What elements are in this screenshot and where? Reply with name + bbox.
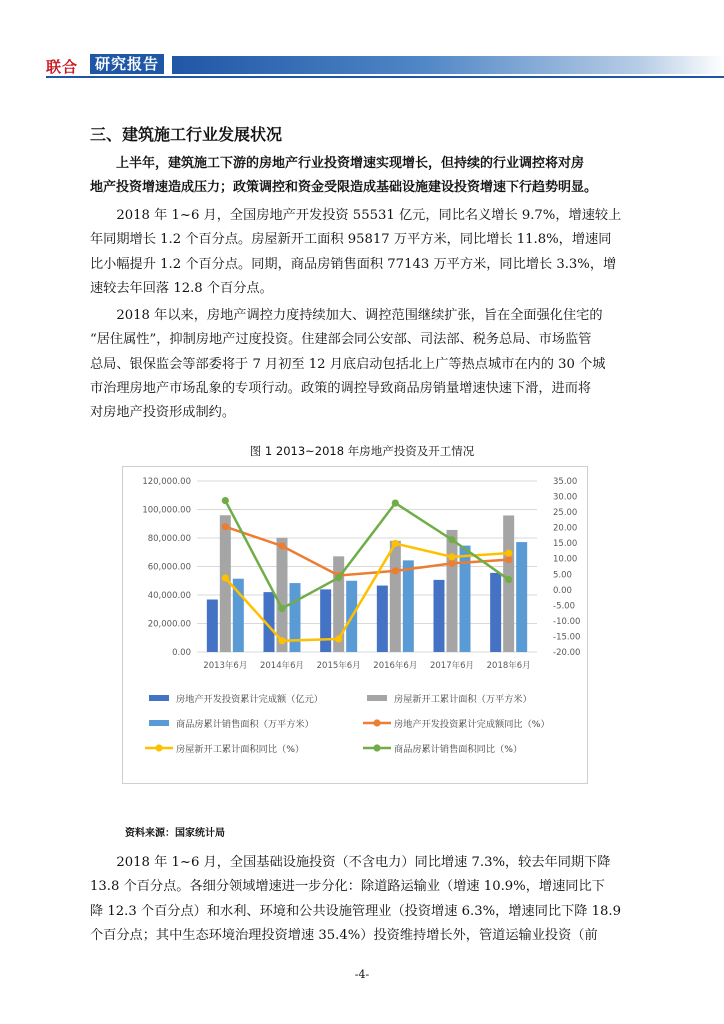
line-point-1 bbox=[222, 523, 229, 530]
right-tick-label: 20.00 bbox=[553, 523, 578, 534]
figure-caption: 图 1 2013~2018 年房地产投资及开工情况 bbox=[249, 444, 475, 458]
text-line: 地产投资增速造成压力；政策调控和资金受限造成基础设施建设投资增速下行趋势明显。 bbox=[90, 180, 598, 196]
intro-paragraph bbox=[90, 152, 640, 201]
line-point-3 bbox=[335, 574, 342, 581]
right-tick-label: 10.00 bbox=[553, 554, 578, 565]
text-line: 2018 年以来，房地产调控力度持续加大、调控范围继续扩张，旨在全面强化住宅的 bbox=[116, 308, 603, 323]
page-number: -4- bbox=[354, 968, 370, 981]
bar-3 bbox=[403, 560, 414, 652]
text-line: 速较去年回落 12.8 个百分点。 bbox=[90, 280, 273, 296]
paragraph-infrastructure bbox=[90, 851, 640, 948]
header-gradient-bar bbox=[172, 56, 724, 74]
section-title: 三、建筑施工行业发展状况 bbox=[90, 125, 283, 144]
right-tick-label: -10.00 bbox=[553, 616, 581, 627]
category-label: 2015年6月 bbox=[316, 661, 361, 671]
category-label: 2016年6月 bbox=[373, 661, 418, 671]
line-point-3 bbox=[278, 605, 285, 612]
legend-label: 商品房累计销售面积同比（%） bbox=[394, 744, 523, 755]
bar-2 bbox=[390, 541, 401, 652]
right-tick-label: 15.00 bbox=[553, 539, 578, 550]
left-tick-label: 120,000.00 bbox=[142, 477, 191, 487]
left-tick-label: 80,000.00 bbox=[147, 534, 191, 544]
text-line: “居住属性”，抑制房地产过度投资。住建部会同公安部、司法部、税务总局、市场监管 bbox=[90, 332, 592, 348]
line-point-3 bbox=[505, 576, 512, 583]
paragraph-real-estate-investment bbox=[90, 204, 640, 301]
line-point-1 bbox=[278, 542, 285, 549]
legend-swatch bbox=[149, 695, 169, 701]
text-line: 2018 年 1~6 月，全国房地产开发投资 55531 亿元，同比名义增长 9.7%，增速较上 bbox=[116, 208, 622, 223]
line-point-3 bbox=[392, 499, 399, 506]
legend-swatch bbox=[149, 720, 169, 726]
source-note: 资料来源：国家统计局 bbox=[125, 828, 225, 839]
left-tick-label: 0.00 bbox=[172, 648, 191, 658]
legend-label: 房屋新开工累计面积同比（%） bbox=[176, 744, 305, 755]
text-line: 个百分点；其中生态环境治理投资增速 35.4%）投资维持增长外，管道运输业投资（前 bbox=[90, 927, 598, 943]
line-point-2 bbox=[278, 637, 285, 644]
category-label: 2017年6月 bbox=[429, 661, 475, 671]
legend-marker bbox=[373, 744, 380, 751]
paragraph-policy-control bbox=[90, 304, 640, 425]
bar-2 bbox=[503, 515, 514, 652]
line-point-2 bbox=[222, 574, 229, 581]
bar-1 bbox=[434, 580, 445, 652]
right-tick-label: -20.00 bbox=[553, 648, 581, 658]
text-line: 13.8 个百分点。各细分领域增速进一步分化：除道路运输业（增速 10.9%，增速同比下 bbox=[90, 879, 605, 895]
left-tick-label: 60,000.00 bbox=[147, 562, 191, 573]
line-point-2 bbox=[335, 635, 342, 642]
bar-2 bbox=[447, 530, 458, 652]
legend-label: 商品房累计销售面积（万平方米） bbox=[176, 719, 314, 730]
right-tick-label: -15.00 bbox=[553, 632, 581, 643]
chart-container bbox=[122, 466, 588, 784]
line-point-1 bbox=[392, 567, 399, 574]
bar-1 bbox=[490, 573, 501, 652]
left-tick-label: 40,000.00 bbox=[147, 591, 191, 601]
right-tick-label: 25.00 bbox=[553, 508, 578, 519]
legend-swatch bbox=[367, 695, 387, 701]
line-point-3 bbox=[222, 497, 229, 504]
right-tick-label: 5.00 bbox=[553, 570, 572, 581]
category-label: 2013年6月 bbox=[203, 661, 248, 671]
bar-3 bbox=[516, 542, 527, 652]
left-tick-label: 20,000.00 bbox=[147, 619, 191, 630]
line-point-1 bbox=[448, 560, 455, 567]
text-line: 比小幅提升 1.2 个百分点。同期，商品房销售面积 77143 万平方米，同比增长 3.3%，增 bbox=[90, 256, 617, 272]
brand-red-text: 联合 bbox=[46, 58, 79, 76]
text-line: 降 12.3 个百分点）和水利、环境和公共设施管理业（投资增速 6.3%，增速同比下降 18.9 bbox=[90, 903, 621, 919]
bar-1 bbox=[377, 586, 388, 652]
brand-blue-label: 研究报告 bbox=[90, 54, 164, 74]
text-line: 年同期增长 1.2 个百分点。房屋新开工面积 95817 万平方米，同比增长 11.8%，增速同 bbox=[90, 232, 612, 248]
text-line: 市治理房地产市场乱象的专项行动。政策的调控导致商品房销量增速快速下滑，进而将 bbox=[90, 380, 592, 396]
line-point-3 bbox=[448, 536, 455, 543]
text-line: 2018 年 1~6 月，全国基础设施投资（不含电力）同比增速 7.3%，较去年同期下降 bbox=[116, 855, 611, 870]
line-point-2 bbox=[505, 550, 512, 557]
right-tick-label: 0.00 bbox=[553, 585, 572, 596]
bar-1 bbox=[207, 600, 218, 652]
bar-1 bbox=[320, 589, 331, 652]
legend-label: 房地产开发投资累计完成额同比（%） bbox=[394, 719, 550, 730]
right-tick-label: 30.00 bbox=[553, 492, 578, 503]
category-label: 2018年6月 bbox=[486, 661, 531, 671]
line-point-2 bbox=[392, 540, 399, 547]
line-point-1 bbox=[505, 556, 512, 563]
header-divider bbox=[46, 76, 724, 78]
left-tick-label: 100,000.00 bbox=[142, 505, 191, 516]
line-point-2 bbox=[448, 553, 455, 560]
category-label: 2014年6月 bbox=[259, 661, 305, 671]
right-tick-label: -5.00 bbox=[553, 601, 575, 612]
text-line: 对房地产投资形成制约。 bbox=[90, 405, 236, 421]
text-line: 总局、银保监会等部委将于 7 月初至 12 月底启动包括北上广等热点城市在内的 30 个城 bbox=[90, 356, 606, 372]
combo-chart bbox=[123, 467, 587, 783]
legend-label: 房屋新开工累计面积（万平方米） bbox=[394, 694, 532, 705]
text-line: 上半年，建筑施工下游的房地产行业投资增速实现增长，但持续的行业调控将对房 bbox=[116, 156, 585, 171]
legend-marker bbox=[373, 719, 380, 726]
legend-marker bbox=[155, 744, 162, 751]
right-tick-label: 35.00 bbox=[553, 477, 578, 487]
legend-label: 房地产开发投资累计完成额（亿元） bbox=[176, 694, 323, 705]
